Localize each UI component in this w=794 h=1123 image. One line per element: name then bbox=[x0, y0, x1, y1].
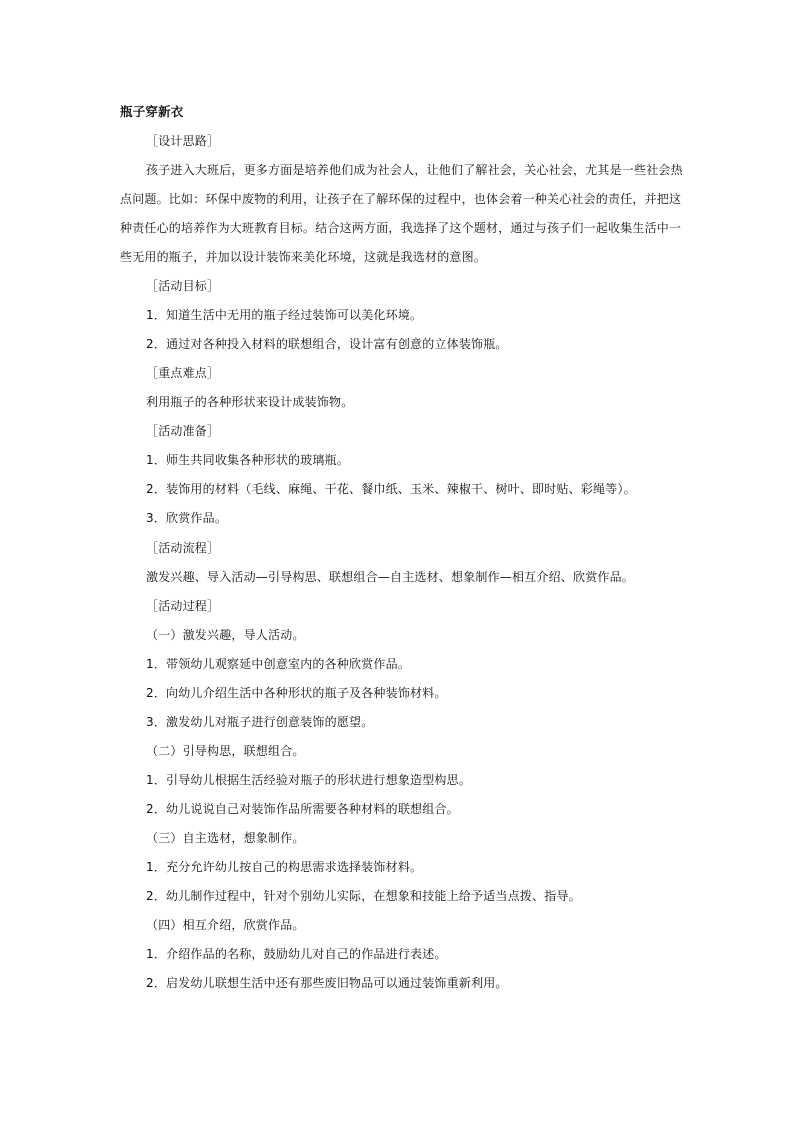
process-line: 2．幼儿说说自己对装饰作品所需要各种材料的联想组合。 bbox=[146, 802, 459, 816]
design-heading: ［设计思路］ bbox=[146, 134, 220, 148]
prep-heading: ［活动准备］ bbox=[146, 424, 220, 438]
process-line: 1．充分允许幼儿按自己的构思需求选择装饰材料。 bbox=[146, 860, 423, 874]
design-paragraph-line-4: 些无用的瓶子，并加以设计装饰来美化环境，这就是我选材的意图。 bbox=[120, 250, 487, 264]
document-title: 瓶子穿新衣 bbox=[120, 104, 184, 119]
process-line: （一）激发兴趣，导人活动。 bbox=[146, 628, 305, 642]
process-line: （二）引导构思，联想组合。 bbox=[146, 744, 305, 758]
goal-heading: ［活动目标］ bbox=[146, 279, 220, 293]
design-paragraph-line-2: 点问题。比如：环保中废物的利用，让孩子在了解环保的过程中，也体会着一种关心社会的责任，并把这 bbox=[120, 192, 682, 206]
key-heading: ［重点难点］ bbox=[146, 366, 220, 380]
prep-item: 2．装饰用的材料（毛线、麻绳、干花、餐巾纸、玉米、辣椒干、树叶、即时贴、彩绳等）。 bbox=[146, 482, 636, 496]
process-line: 2．启发幼儿联想生活中还有那些废旧物品可以通过装饰重新利用。 bbox=[146, 976, 508, 990]
prep-item: 3．欣赏作品。 bbox=[146, 511, 228, 525]
goal-item: 2．通过对各种投入材料的联想组合，设计富有创意的立体装饰瓶。 bbox=[146, 337, 508, 351]
flow-text: 激发兴趣、导入活动—引导构思、联想组合—自主选材、想象制作—相互介绍、欣赏作品。 bbox=[146, 570, 635, 584]
process-line: 2．向幼儿介绍生活中各种形状的瓶子及各种装饰材料。 bbox=[146, 686, 447, 700]
key-text: 利用瓶子的各种形状来设计成装饰物。 bbox=[146, 395, 354, 409]
process-line: 1．引导幼儿根据生活经验对瓶子的形状进行想象造型构思。 bbox=[146, 773, 472, 787]
process-line: 2．幼儿制作过程中，针对个别幼儿实际，在想象和技能上给予适当点拨、指导。 bbox=[146, 889, 581, 903]
process-line: 1．介绍作品的名称，鼓励幼儿对自己的作品进行表述。 bbox=[146, 947, 447, 961]
process-line: 1．带领幼儿观察延中创意室内的各种欣赏作品。 bbox=[146, 657, 411, 671]
flow-heading: ［活动流程］ bbox=[146, 541, 220, 555]
design-paragraph-line-1: 孩子进入大班后，更多方面是培养他们成为社会人，让他们了解社会，关心社会，尤其是一些社会热 bbox=[146, 163, 683, 177]
process-line: （三）自主选材，想象制作。 bbox=[146, 831, 305, 845]
goal-item: 1．知道生活中无用的瓶子经过装饰可以美化环境。 bbox=[146, 308, 423, 322]
process-line: （四）相互介绍，欣赏作品。 bbox=[146, 918, 305, 932]
design-paragraph-line-3: 种责任心的培养作为大班教育目标。结合这两方面，我选择了这个题材，通过与孩子们一起收集生活中一 bbox=[120, 221, 682, 235]
process-heading: ［活动过程］ bbox=[146, 599, 220, 613]
process-line: 3．激发幼儿对瓶子进行创意装饰的愿望。 bbox=[146, 715, 374, 729]
prep-item: 1．师生共同收集各种形状的玻璃瓶。 bbox=[146, 453, 350, 467]
